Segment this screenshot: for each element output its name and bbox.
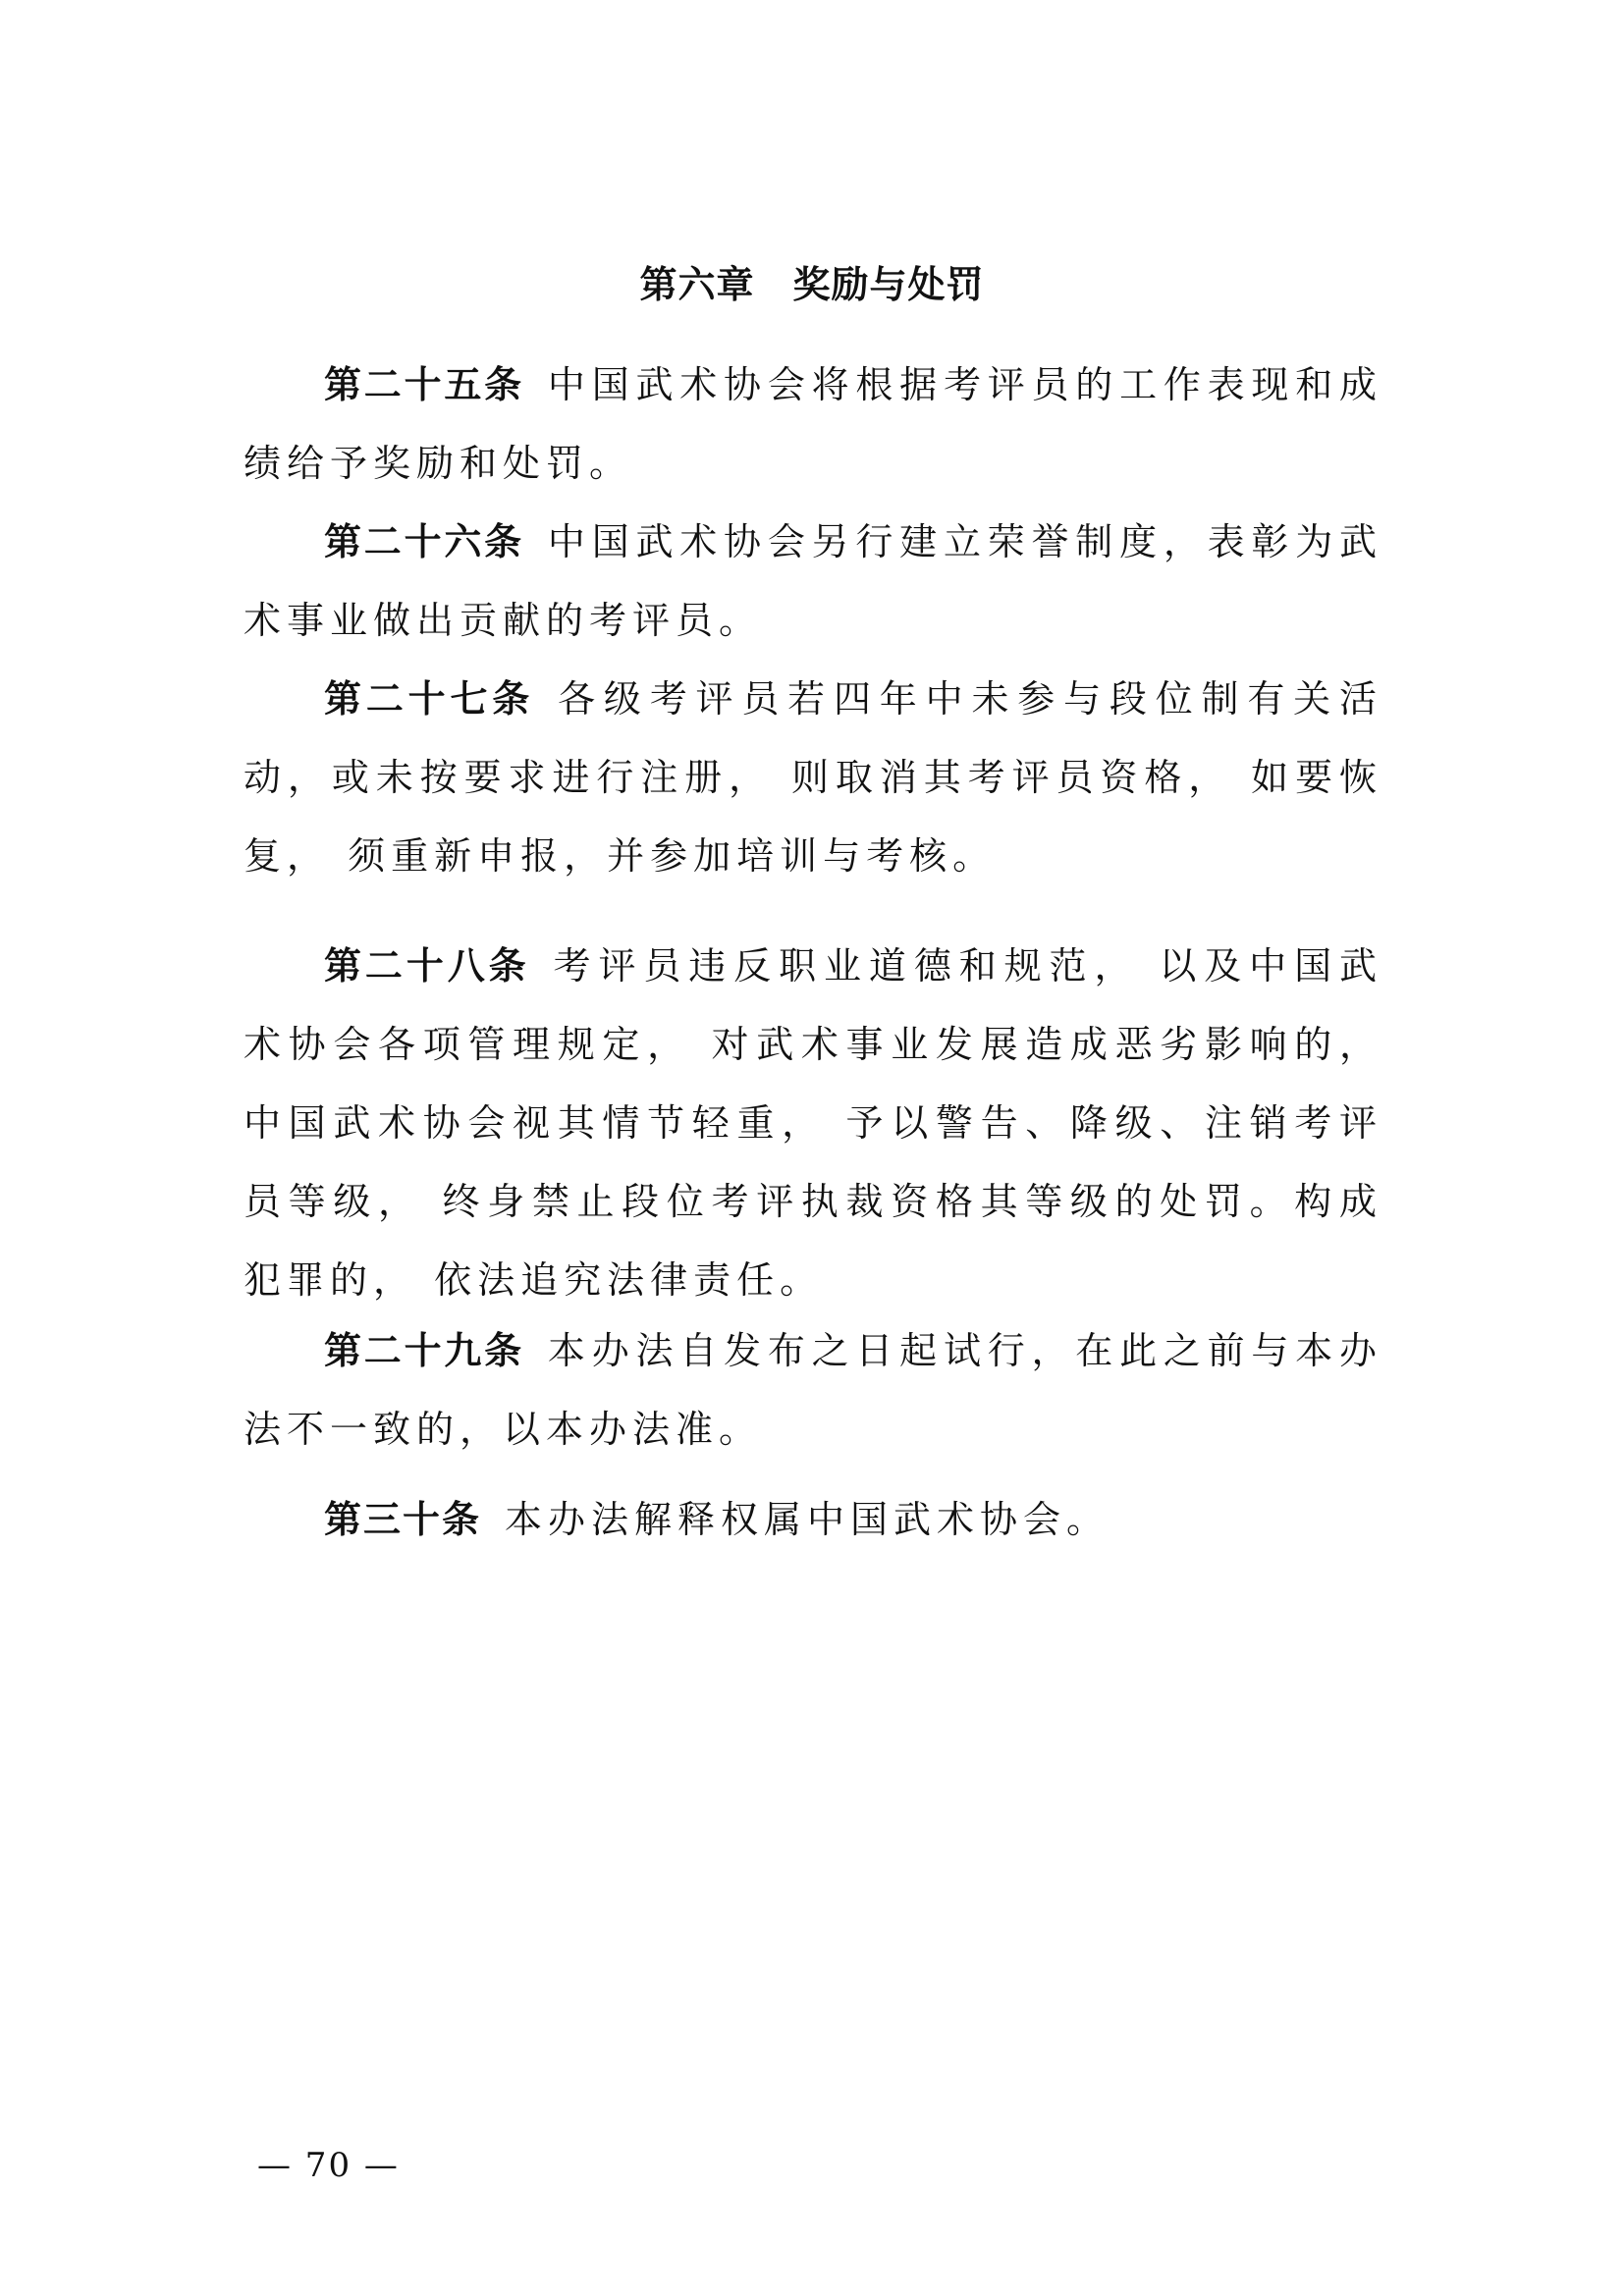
article-text: 本办法自发布之日起试行，在此之前与本办法不一致的，以本办法准。 xyxy=(244,1329,1382,1451)
article-label: 第二十八条 xyxy=(324,944,530,988)
article-text: 考评员违反职业道德和规范， 以及中国武术协会各项管理规定， 对武术事业发展造成恶劣影响的， 中国武术协会视其情节轻重， 予以警告、降级、注销考评员等级， 终身禁止段位考评执裁资格其等级的处罚。构成犯罪的， 依法追究法律责任。 xyxy=(244,944,1382,1302)
article-text: 各级考评员若四年中未参与段位制有关活动，或未按要求进行注册， 则取消其考评员资格， 如要恢复， 须重新申报，并参加培训与考核。 xyxy=(244,677,1382,878)
article-27 xyxy=(244,660,1382,895)
article-26 xyxy=(244,503,1382,660)
article-label: 第二十九条 xyxy=(324,1329,524,1372)
article-25 xyxy=(244,346,1382,503)
chapter-title: 第六章 奖励与处罚 xyxy=(639,263,985,306)
article-label: 第二十六条 xyxy=(324,520,524,563)
article-text: 中国武术协会另行建立荣誉制度，表彰为武术事业做出贡献的考评员。 xyxy=(244,520,1382,642)
article-label: 第三十条 xyxy=(324,1498,482,1541)
article-30 xyxy=(244,1480,1382,1559)
page-number: — 70 — xyxy=(257,2146,400,2185)
article-text: 中国武术协会将根据考评员的工作表现和成绩给予奖励和处罚。 xyxy=(244,363,1382,485)
article-text: 本办法解释权属中国武术协会。 xyxy=(505,1498,1110,1541)
article-label: 第二十七条 xyxy=(324,677,535,721)
article-29 xyxy=(244,1311,1382,1468)
article-28 xyxy=(244,927,1382,1319)
article-label: 第二十五条 xyxy=(324,363,524,406)
